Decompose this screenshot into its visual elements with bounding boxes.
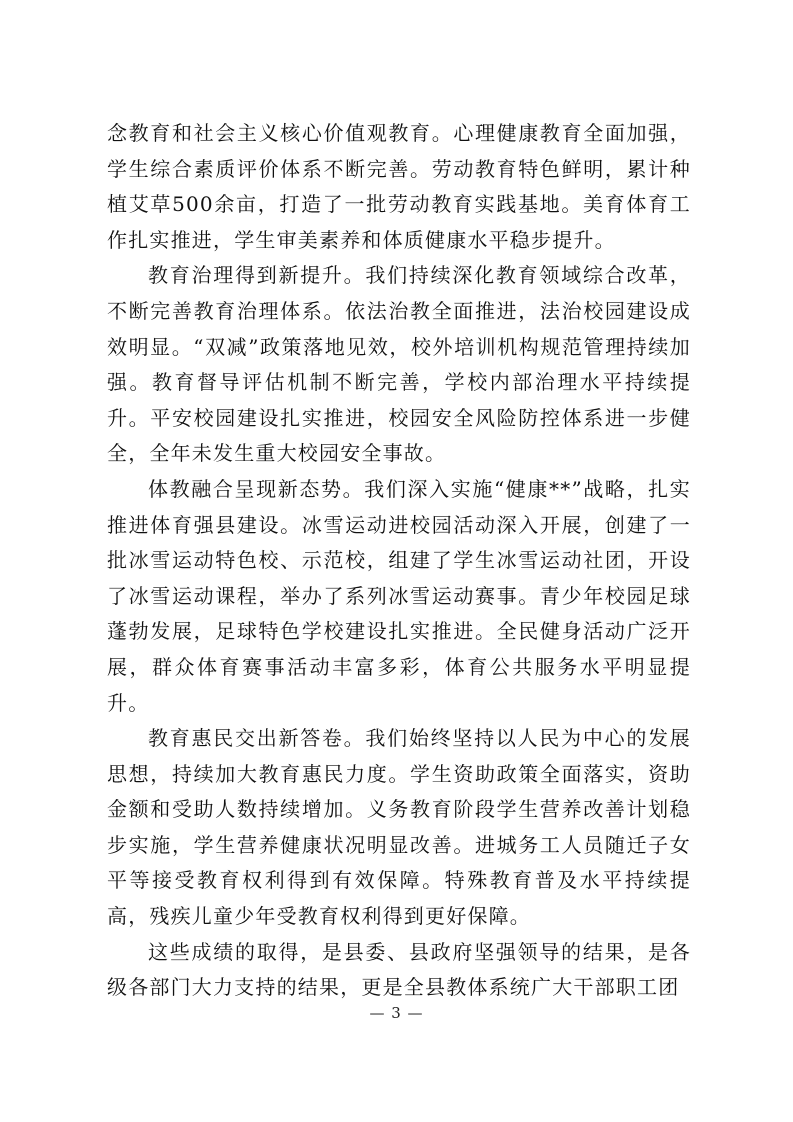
paragraph-continuation: 念教育和社会主义核心价值观教育。心理健康教育全面加强，学生综合素质评价体系不断完善。劳动教育特色鲜明，累计种植艾草500余亩，打造了一批劳动教育实践基地。美育体育工作扎实推进，学生审美素养和体质健康水平稳步提升。 (107, 121, 691, 252)
paragraph-closing: 这些成绩的取得，是县委、县政府坚强领导的结果，是各级各部门大力支持的结果，更是全县教体系统广大干部职工团 (107, 939, 691, 1000)
paragraph-welfare: 教育惠民交出新答卷。我们始终坚持以人民为中心的发展思想，持续加大教育惠民力度。学生资助政策全面落实，资助金额和受助人数持续增加。义务教育阶段学生营养改善计划稳步实施，学生营养健康状况明显改善。进城务工人员随迁子女平等接受教育权利得到有效保障。特殊教育普及水平持续提高，残疾儿童少年受教育权利得到更好保障。 (107, 726, 691, 929)
document-body (107, 116, 691, 1006)
paragraph-governance: 教育治理得到新提升。我们持续深化教育领域综合改革，不断完善教育治理体系。依法治教全面推进，法治校园建设成效明显。“双减”政策落地见效，校外培训机构规范管理持续加强。教育督导评估机制不断完善，学校内部治理水平持续提升。平安校园建设扎实推进，校园安全风险防控体系进一步健全，全年未发生重大校园安全事故。 (107, 263, 691, 466)
paragraph-sports: 体教融合呈现新态势。我们深入实施“健康**”战略，扎实推进体育强县建设。冰雪运动进校园活动深入开展，创建了一批冰雪运动特色校、示范校，组建了学生冰雪运动社团，开设了冰雪运动课程，举办了系列冰雪运动赛事。青少年校园足球蓬勃发展，足球特色学校建设扎实推进。全民健身活动广泛开展，群众体育赛事活动丰富多彩，体育公共服务水平明显提升。 (107, 476, 691, 715)
page-number: — 3 — (369, 1004, 424, 1022)
